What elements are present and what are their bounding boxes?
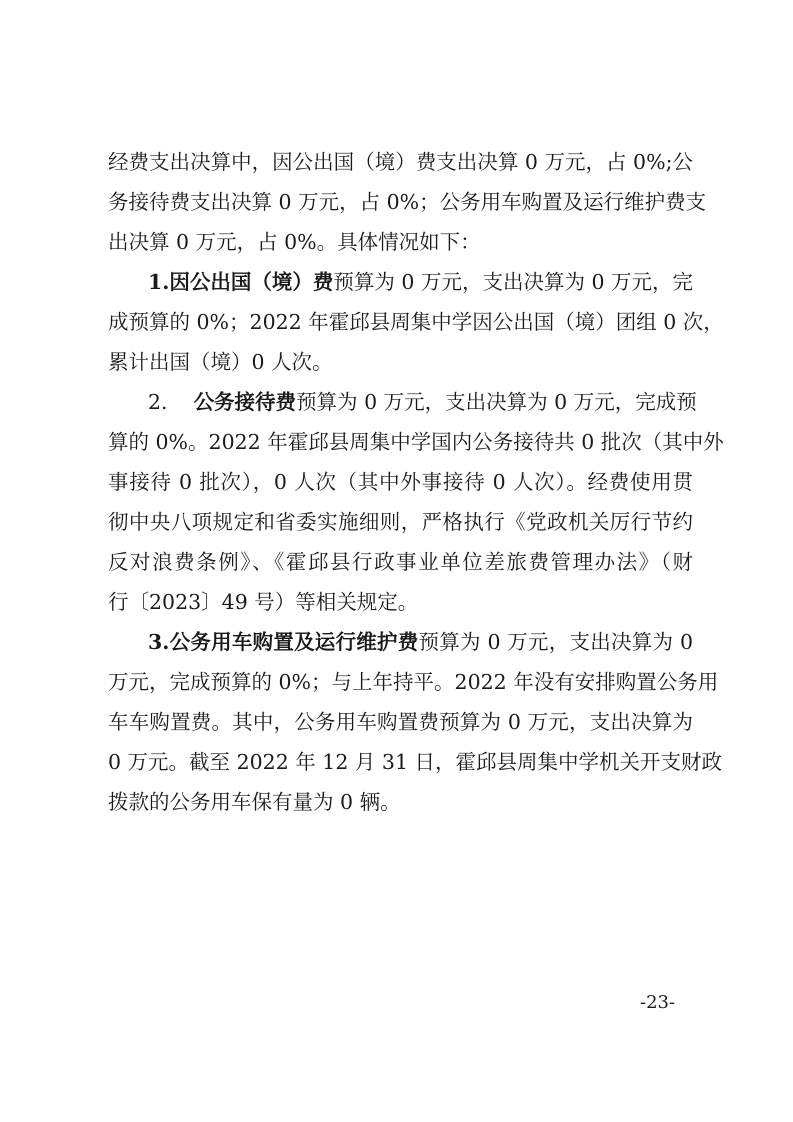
paragraph-line: 事接待 0 批次），0 人次（其中外事接待 0 人次）。经费使用贯 xyxy=(108,470,693,494)
paragraph-line: 0 万元。截至 2022 年 12 月 31 日，霍邱县周集中学机关开支财政 xyxy=(108,750,722,774)
section-2-heading: 公务接待费 xyxy=(193,390,297,414)
section-3-first-line-text: 预算为 0 万元，支出决算为 0 xyxy=(418,630,693,654)
paragraph-line: 万元，完成预算的 0%；与上年持平。2022 年没有安排购置公务用 xyxy=(108,670,719,694)
paragraph-line: 车车购置费。其中，公务用车购置费预算为 0 万元，支出决算为 xyxy=(108,710,693,734)
paragraph-line: 算的 0%。2022 年霍邱县周集中学国内公务接待共 0 批次（其中外 xyxy=(108,430,724,454)
section-1-first-line xyxy=(148,270,693,294)
section-2-number: 2. xyxy=(148,390,168,414)
paragraph-line: 拨款的公务用车保有量为 0 辆。 xyxy=(108,790,401,814)
section-3-first-line xyxy=(148,630,693,654)
paragraph-line: 行〔2023〕49 号）等相关规定。 xyxy=(108,590,419,614)
paragraph-line: 务接待费支出决算 0 万元，占 0%；公务用车购置及运行维护费支 xyxy=(108,190,707,214)
section-1-heading: 1.因公出国（境）费 xyxy=(148,270,334,294)
section-2-first-line-text: 预算为 0 万元，支出决算为 0 万元，完成预 xyxy=(296,390,697,414)
paragraph-line: 反对浪费条例》、《霍邱县行政事业单位差旅费管理办法》（财 xyxy=(108,550,693,574)
paragraph-line: 经费支出决算中，因公出国（境）费支出决算 0 万元，占 0%;公 xyxy=(108,150,693,174)
paragraph-line: 成预算的 0%；2022 年霍邱县周集中学因公出国（境）团组 0 次， xyxy=(108,310,724,334)
section-1-first-line-text: 预算为 0 万元，支出决算为 0 万元，完 xyxy=(333,270,694,294)
paragraph-line: 累计出国（境）0 人次。 xyxy=(108,350,333,374)
paragraph-line: 彻中央八项规定和省委实施细则，严格执行《党政机关厉行节约 xyxy=(108,510,693,534)
paragraph-line: 出决算 0 万元，占 0%。具体情况如下： xyxy=(108,230,481,254)
page-number: -23- xyxy=(640,992,676,1013)
section-2-first-line xyxy=(148,390,697,414)
section-3-heading: 3.公务用车购置及运行维护费 xyxy=(148,630,419,654)
